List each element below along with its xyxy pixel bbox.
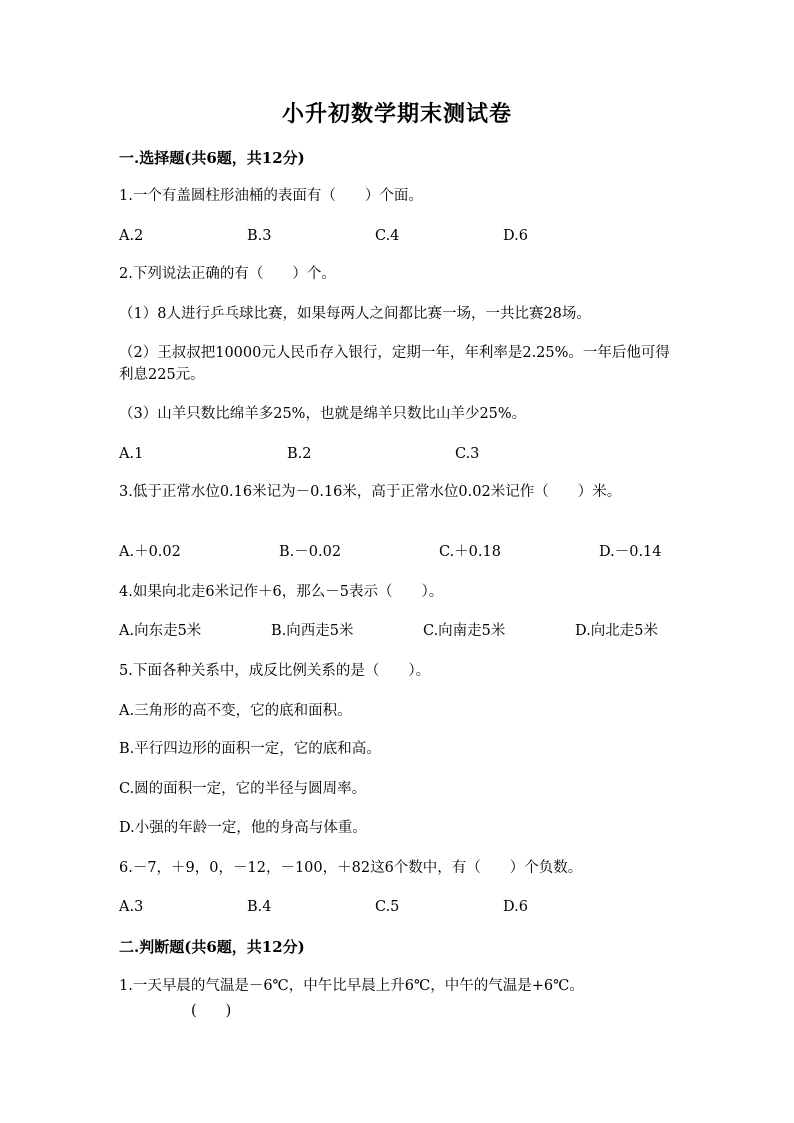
question-4-option-c: C.向南走5米: [423, 623, 506, 639]
question-5-option-d: D.小强的年龄一定，他的身高与体重。: [119, 820, 367, 836]
question-2-option-b: B.2: [287, 446, 312, 462]
question-6-option-a: A.3: [119, 899, 144, 915]
question-4-option-d: D.向北走5米: [575, 623, 658, 639]
question-2-option-c: C.3: [455, 446, 480, 462]
question-1-option-a: A.2: [119, 228, 144, 244]
question-3-option-b: B.－0.02: [279, 544, 342, 560]
question-4-option-b: B.向西走5米: [271, 623, 354, 639]
judgement-1-text: 1.一天早晨的气温是－6℃，中午比早晨上升6℃，中午的气温是+6℃。: [119, 978, 584, 994]
question-3-option-d: D.－0.14: [599, 544, 662, 560]
question-6-option-c: C.5: [375, 899, 400, 915]
question-3-option-a: A.＋0.02: [119, 544, 181, 560]
question-3-text: 3.低于正常水位0.16米记为－0.16米，高于正常水位0.02米记作（ ）米。: [119, 484, 622, 500]
question-2-statement-1: （1）8人进行乒乓球比赛，如果每两人之间都比赛一场，一共比赛28场。: [119, 306, 591, 322]
question-2-statement-2: （2）王叔叔把10000元人民币存入银行，定期一年，年利率是2.25%。一年后他可得利息225元。: [119, 345, 670, 383]
question-6-option-b: B.4: [247, 899, 272, 915]
question-1-option-c: C.4: [375, 228, 400, 244]
question-4-option-a: A.向东走5米: [119, 623, 202, 639]
question-1-option-b: B.3: [247, 228, 272, 244]
question-5-option-a: A.三角形的高不变，它的底和面积。: [119, 703, 352, 719]
question-2-text: 2.下列说法正确的有（ ）个。: [119, 266, 336, 282]
question-1-text: 1.一个有盖圆柱形油桶的表面有（ ）个面。: [119, 188, 423, 204]
section-heading-judgement: 二.判断题(共6题，共12分): [119, 938, 305, 956]
question-2-option-a: A.1: [119, 446, 144, 462]
question-2-statement-3: （3）山羊只数比绵羊多25%，也就是绵羊只数比山羊少25%。: [119, 406, 527, 422]
question-5-text: 5.下面各种关系中，成反比例关系的是（ ）。: [119, 663, 431, 679]
question-4-text: 4.如果向北走6米记作＋6，那么－5表示（ ）。: [119, 584, 444, 600]
question-5-option-b: B.平行四边形的面积一定，它的底和高。: [119, 741, 381, 757]
judgement-1-answer-blank[interactable]: ( ): [191, 1003, 232, 1019]
question-6-text: 6.－7，＋9，0，－12，－100，＋82这6个数中，有（ ）个负数。: [119, 860, 583, 876]
question-5-option-c: C.圆的面积一定，它的半径与圆周率。: [119, 781, 367, 797]
section-heading-choice: 一.选择题(共6题，共12分): [119, 149, 305, 167]
page-title: 小升初数学期末测试卷: [281, 101, 512, 127]
question-3-option-c: C.＋0.18: [439, 544, 501, 560]
question-1-option-d: D.6: [503, 228, 528, 244]
question-6-option-d: D.6: [503, 899, 528, 915]
